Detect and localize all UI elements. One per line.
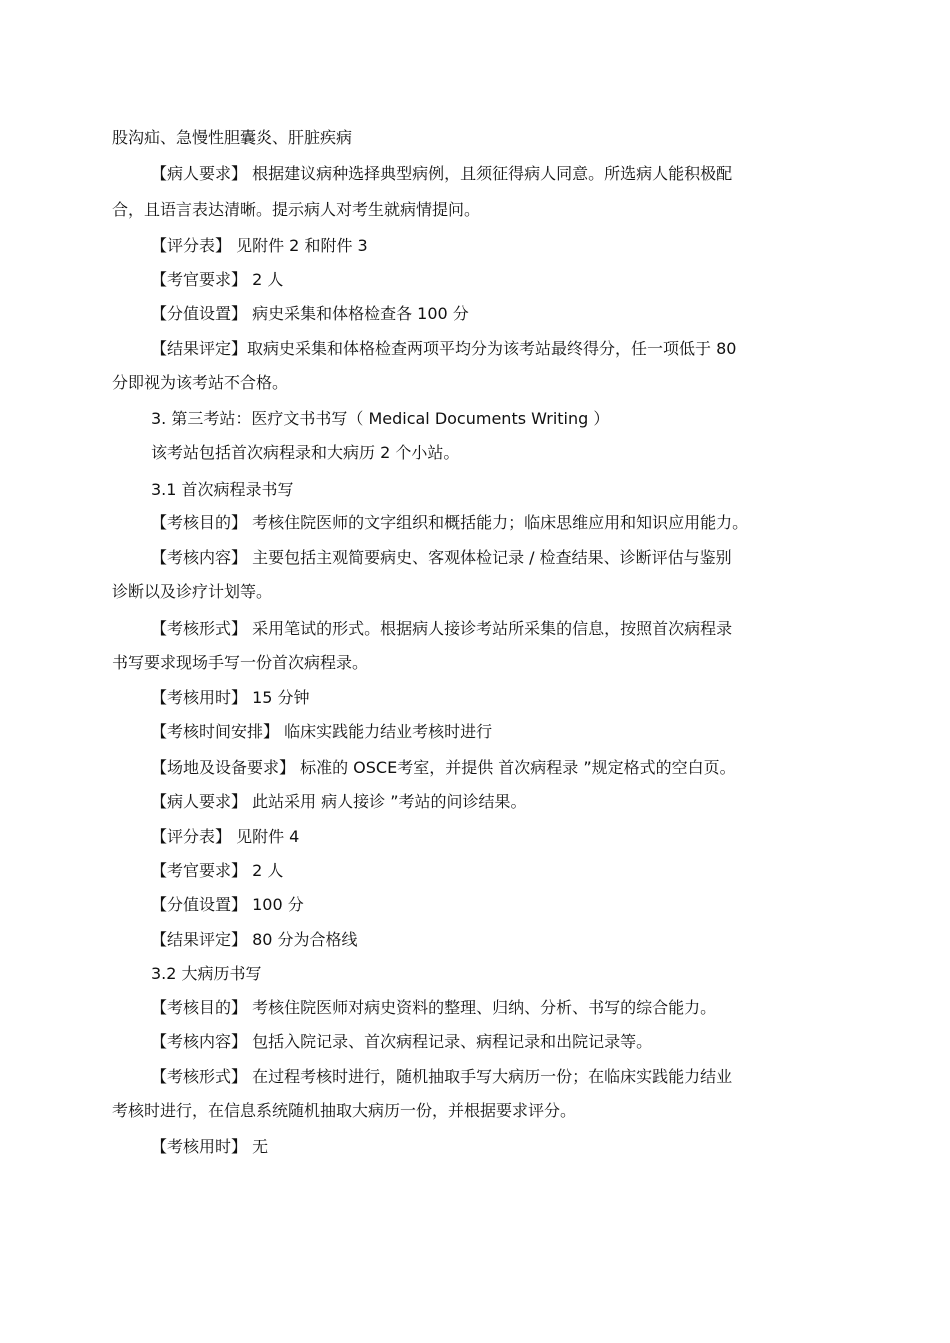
text-line: 【考核内容】 主要包括主观简要病史、客观体检记录 / 检查结果、诊断评估与鉴别 — [151, 548, 732, 567]
text-line: 【考核时间安排】 临床实践能力结业考核时进行 — [151, 722, 493, 741]
text-line: 【结果评定】取病史采集和体格检查两项平均分为该考站最终得分，任一项低于 80 — [151, 339, 737, 358]
text-line: 书写要求现场手写一份首次病程录。 — [112, 653, 369, 672]
text-line: 诊断以及诊疗计划等。 — [112, 582, 273, 601]
section-heading: 3. 第三考站：医疗文书书写（ Medical Documents Writing ） — [151, 409, 610, 428]
text-line: 【考官要求】 2 人 — [151, 270, 284, 289]
text-line: 【考核形式】 采用笔试的形式。根据病人接诊考站所采集的信息，按照首次病程录 — [151, 619, 733, 638]
subsection-heading: 3.1 首次病程录书写 — [151, 480, 294, 499]
text-line: 【结果评定】 80 分为合格线 — [151, 930, 358, 949]
text-line: 合，且语言表达清晰。提示病人对考生就病情提问。 — [112, 200, 481, 219]
text-line: 【评分表】 见附件 4 — [151, 827, 300, 846]
text-line: 【考核形式】 在过程考核时进行，随机抽取手写大病历一份；在临床实践能力结业 — [151, 1067, 733, 1086]
text-line: 【分值设置】 病史采集和体格检查各 100 分 — [151, 304, 469, 323]
text-line: 【考官要求】 2 人 — [151, 861, 284, 880]
text-line: 【评分表】 见附件 2 和附件 3 — [151, 236, 368, 255]
text-line: 股沟疝、急慢性胆囊炎、肝脏疾病 — [112, 128, 353, 147]
text-line: 【病人要求】 根据建议病种选择典型病例，且须征得病人同意。所选病人能积极配 — [151, 164, 733, 183]
text-line: 【分值设置】 100 分 — [151, 895, 304, 914]
text-line: 【考核目的】 考核住院医师的文字组织和概括能力；临床思维应用和知识应用能力。 — [151, 513, 749, 532]
text-line: 【考核用时】 15 分钟 — [151, 688, 310, 707]
text-line: 【考核用时】 无 — [151, 1137, 269, 1156]
subsection-heading: 3.2 大病历书写 — [151, 964, 262, 983]
text-line: 【病人要求】 此站采用 病人接诊 ”考站的问诊结果。 — [151, 792, 527, 811]
text-line: 【考核内容】 包括入院记录、首次病程记录、病程记录和出院记录等。 — [151, 1032, 653, 1051]
text-line: 【场地及设备要求】 标准的 OSCE考室，并提供 首次病程录 ”规定格式的空白页。 — [151, 758, 736, 777]
text-line: 该考站包括首次病程录和大病历 2 个小站。 — [151, 443, 460, 462]
text-line: 考核时进行，在信息系统随机抽取大病历一份，并根据要求评分。 — [112, 1101, 577, 1120]
text-line: 【考核目的】 考核住院医师对病史资料的整理、归纳、分析、书写的综合能力。 — [151, 998, 717, 1017]
text-line: 分即视为该考站不合格。 — [112, 373, 289, 392]
